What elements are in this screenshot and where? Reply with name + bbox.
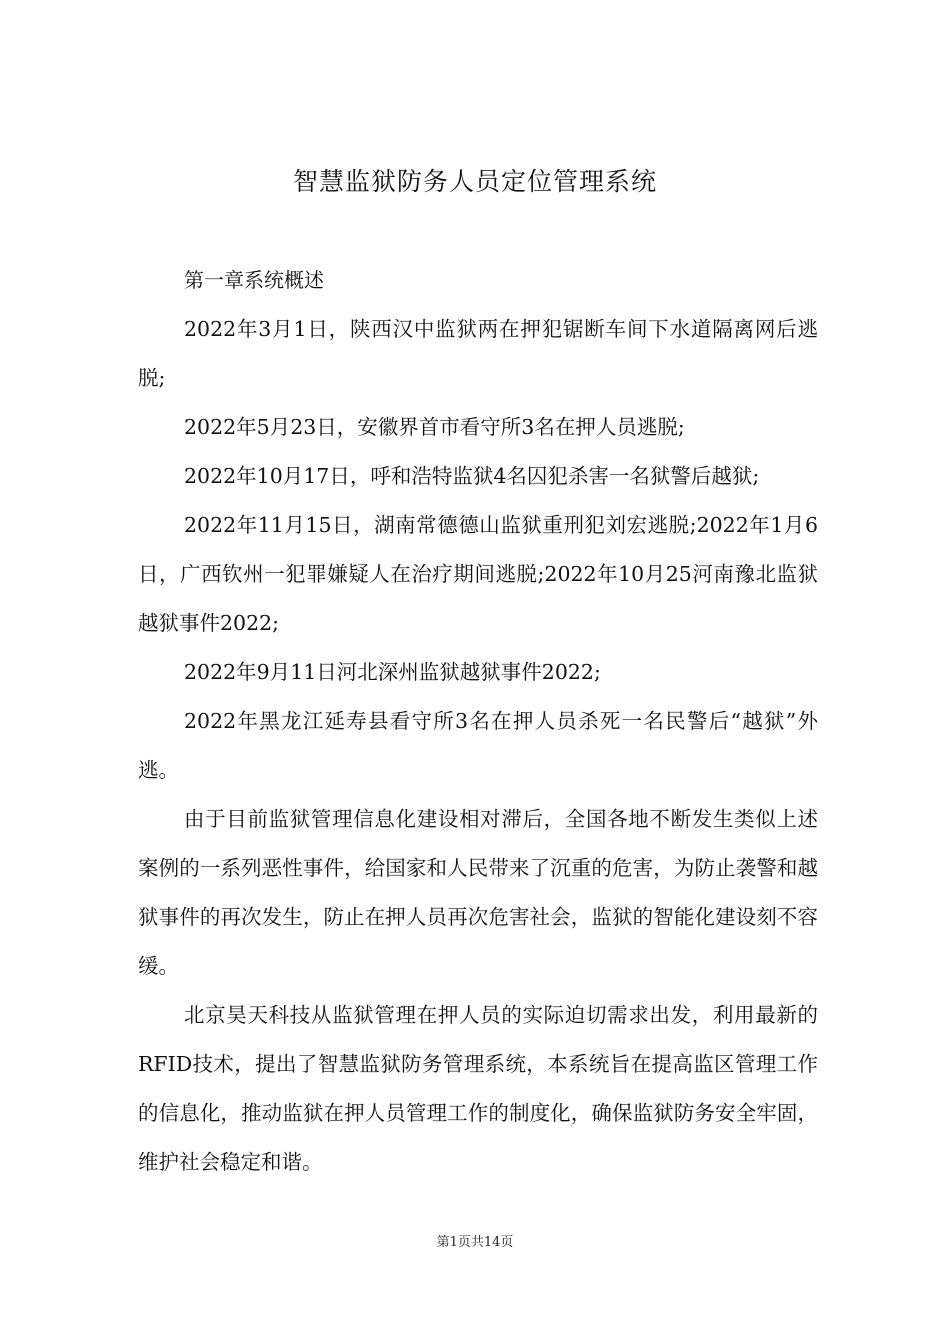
paragraph-event-4: 2022年11月15日，湖南常德德山监狱重刑犯刘宏逃脱;2022年1月6日，广西钦州一犯罪嫌疑人在治疗期间逃脱;2022年10月25河南豫北监狱越狱事件2022; bbox=[138, 513, 818, 635]
paragraph-event-3: 2022年10月17日，呼和浩特监狱4名囚犯杀害一名狱警后越狱; bbox=[184, 464, 760, 488]
paragraph-event-5: 2022年9月11日河北深州监狱越狱事件2022; bbox=[184, 660, 601, 684]
paragraph-event-2: 2022年5月23日，安徽界首市看守所3名在押人员逃脱; bbox=[184, 415, 685, 439]
paragraph-background: 由于目前监狱管理信息化建设相对滞后，全国各地不断发生类似上述案例的一系列恶性事件，给国家和人民带来了沉重的危害，为防止袭警和越狱事件的再次发生，防止在押人员再次危害社会，监狱的智能化建设刻不容缓。 bbox=[138, 807, 818, 978]
document-body bbox=[138, 256, 818, 1187]
document-title: 智慧监狱防务人员定位管理系统 bbox=[292, 167, 657, 196]
chapter-heading: 第一章系统概述 bbox=[184, 268, 324, 292]
paragraph-event-1: 2022年3月1日，陕西汉中监狱两在押犯锯断车间下水道隔离网后逃脱; bbox=[138, 317, 818, 390]
page-number-footer: 第1页共14页 bbox=[436, 1235, 514, 1250]
paragraph-event-6: 2022年黑龙江延寿县看守所3名在押人员杀死一名民警后“越狱”外逃。 bbox=[138, 709, 818, 782]
paragraph-solution: 北京昊天科技从监狱管理在押人员的实际迫切需求出发，利用最新的RFID技术，提出了智慧监狱防务管理系统，本系统旨在提高监区管理工作的信息化，推动监狱在押人员管理工作的制度化，确保监狱防务安全牢固，维护社会稳定和谐。 bbox=[138, 1003, 818, 1174]
